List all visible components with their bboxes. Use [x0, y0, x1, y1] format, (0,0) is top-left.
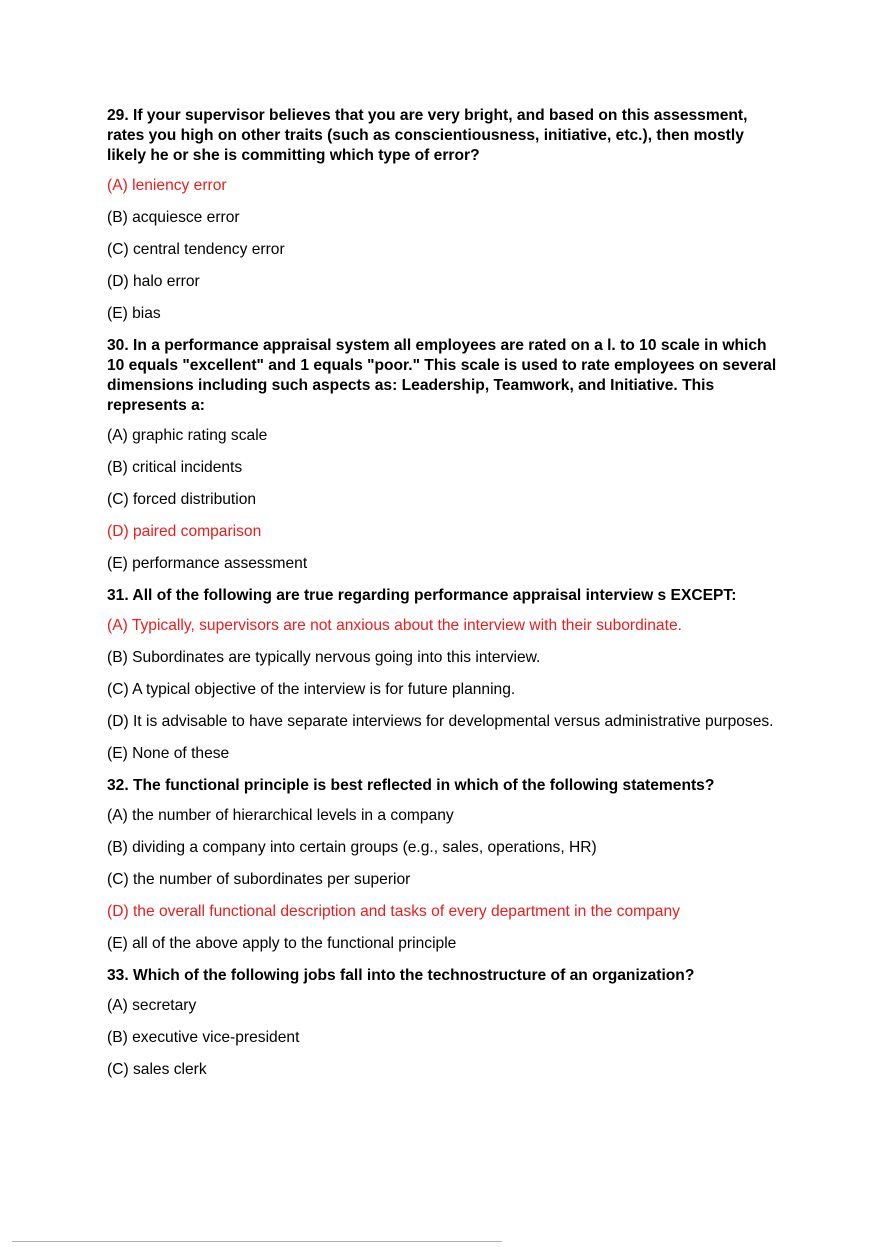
question-list: [107, 106, 787, 1092]
q32-option-a: (A) the number of hierarchical levels in a company: [107, 807, 454, 824]
q33-option-b: (B) executive vice-president: [107, 1029, 300, 1046]
q33-option-c: (C) sales clerk: [107, 1061, 207, 1078]
q32-option-e: (E) all of the above apply to the functional principle: [107, 935, 457, 952]
q31-option-c: (C) A typical objective of the interview is for future planning.: [107, 681, 516, 698]
q30-option-b: (B) critical incidents: [107, 459, 243, 476]
q31-option-b: (B) Subordinates are typically nervous going into this interview.: [107, 649, 541, 666]
q29-option-e: (E) bias: [107, 305, 161, 322]
q31-option-a: (A) Typically, supervisors are not anxious about the interview with their subordinate.: [107, 617, 682, 634]
question-31: 31. All of the following are true regarding performance appraisal interview s EXCEPT:: [107, 587, 737, 604]
question-32: 32. The functional principle is best reflected in which of the following statements?: [107, 777, 715, 794]
q29-option-c: (C) central tendency error: [107, 241, 285, 258]
q30-option-c: (C) forced distribution: [107, 491, 257, 508]
q32-option-d: (D) the overall functional description and tasks of every department in the company: [107, 903, 680, 920]
q31-option-d: (D) It is advisable to have separate interviews for developmental versus administrative purposes.: [107, 713, 774, 730]
q29-option-d: (D) halo error: [107, 273, 200, 290]
q30-option-a: (A) graphic rating scale: [107, 427, 268, 444]
q29-option-b: (B) acquiesce error: [107, 209, 240, 226]
q30-option-d: (D) paired comparison: [107, 523, 262, 540]
q29-option-a: (A) leniency error: [107, 177, 227, 194]
q33-option-a: (A) secretary: [107, 997, 197, 1014]
question-29: 29. If your supervisor believes that you are very bright, and based on this assessment, rates you high on other traits (such as conscientiousness, initiative, etc.), then mostly likely he or she is committing which type of error?: [107, 107, 748, 164]
question-33: 33. Which of the following jobs fall into the technostructure of an organization?: [107, 967, 695, 984]
q30-option-e: (E) performance assessment: [107, 555, 308, 572]
q31-option-e: (E) None of these: [107, 745, 230, 762]
question-30: 30. In a performance appraisal system all employees are rated on a l. to 10 scale in which 10 equals "excellent" and 1 equals "poor." This scale is used to rate employees on several dimensions including such aspects as: Leadership, Teamwork, and Initiative. This represents a:: [107, 337, 777, 414]
q32-option-c: (C) the number of subordinates per superior: [107, 871, 411, 888]
q32-option-b: (B) dividing a company into certain groups (e.g., sales, operations, HR): [107, 839, 597, 856]
footer-rule: [12, 1241, 502, 1242]
